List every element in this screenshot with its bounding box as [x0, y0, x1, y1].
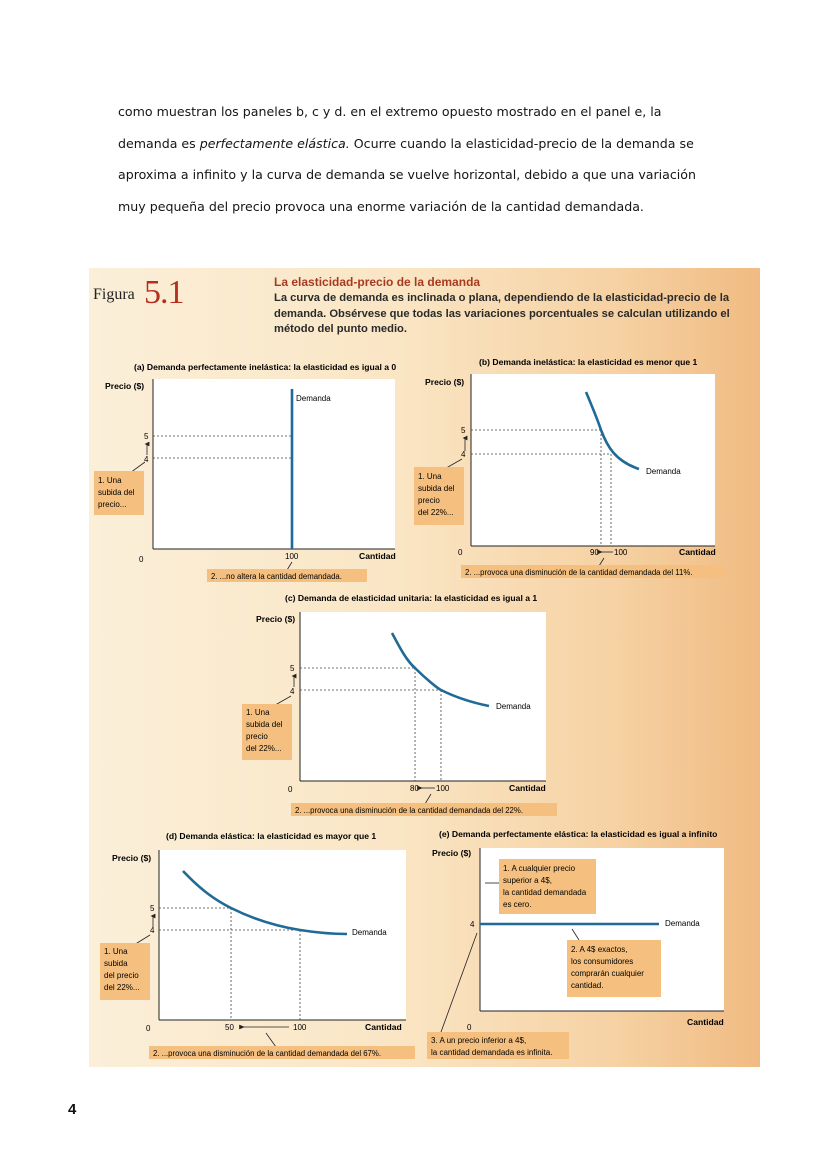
panel-b-xlabel: Cantidad — [679, 547, 716, 557]
panel-b-note1-line4: del 22%... — [418, 508, 454, 517]
paragraph-line-3: aproxima a infinito y la curva de demanda se vuelve horizontal, debido a que una variación — [118, 167, 696, 182]
panel-c-note1-line4: del 22%... — [246, 744, 282, 753]
panel-b — [414, 357, 726, 578]
panel-e-note2-line4: cantidad. — [571, 981, 604, 990]
panel-c-note1-line3: precio — [246, 732, 268, 741]
panel-d-title: (d) Demanda elástica: la elasticidad es mayor que 1 — [166, 831, 377, 841]
page-number: 4 — [68, 1101, 77, 1118]
panel-d-note2: 2. ...provoca una disminución de la cantidad demandada del 67%. — [153, 1049, 381, 1058]
panel-e — [427, 829, 724, 1059]
panel-e-note2-line1: 2. A 4$ exactos, — [571, 945, 628, 954]
body-paragraph — [118, 96, 710, 222]
paragraph-emphasis: perfectamente elástica. — [199, 135, 350, 151]
panel-d-note1-line1: 1. Una — [104, 947, 128, 956]
panel-b-note2-pointer — [599, 558, 604, 566]
panel-a-note2-pointer — [287, 562, 292, 570]
paragraph-line-4: muy pequeña del precio provoca una enorme variación de la cantidad demandada. — [118, 198, 644, 214]
panel-b-qty-90: 90 — [590, 548, 599, 557]
panel-e-note1-line1: 1. A cualquier precio — [503, 864, 576, 873]
panel-c-plot-area — [300, 612, 546, 781]
panel-c-price-5: 5 — [290, 664, 295, 673]
panel-a — [94, 362, 396, 582]
panel-c-price-4: 4 — [290, 687, 295, 696]
panel-e-note3-pointer — [441, 933, 477, 1032]
panel-a-plot-area — [153, 379, 395, 549]
panel-a-title: (a) Demanda perfectamente inelástica: la elasticidad es igual a 0 — [134, 362, 397, 372]
panel-b-origin: 0 — [458, 548, 463, 557]
panel-d-ylabel: Precio ($) — [112, 853, 152, 863]
paragraph-line-1: como muestran los paneles b, c y d. en el extremo opuesto mostrado en el panel e, la — [118, 104, 662, 119]
panel-c-curve-label: Demanda — [496, 702, 531, 711]
panel-c-note2: 2. ...provoca una disminución de la cantidad demandada del 22%. — [295, 806, 523, 815]
panel-a-price-4: 4 — [144, 455, 149, 464]
panel-b-price-4: 4 — [461, 450, 466, 459]
panel-b-title: (b) Demanda inelástica: la elasticidad es menor que 1 — [479, 357, 698, 367]
panel-a-note1-line2: subida del — [98, 488, 135, 497]
panel-b-note1-line2: subida del — [418, 484, 455, 493]
paragraph-line-2-start: demanda es — [118, 135, 196, 151]
panel-e-note1-line2: superior a 4$, — [503, 876, 552, 885]
panel-b-note1-line3: precio — [418, 496, 440, 505]
panel-d-note1-line3: del precio — [104, 971, 139, 980]
panel-b-note1-line1: 1. Una — [418, 472, 442, 481]
panel-a-curve-label: Demanda — [296, 394, 331, 403]
panel-c-ylabel: Precio ($) — [256, 614, 296, 624]
panel-d-note1-line4: del 22%... — [104, 983, 140, 992]
panel-b-note2: 2. ...provoca una disminución de la cantidad demandada del 11%. — [465, 568, 693, 577]
panel-e-price-4: 4 — [470, 920, 475, 929]
panel-c-note2-pointer — [425, 794, 431, 804]
panel-c-xlabel: Cantidad — [509, 783, 546, 793]
panel-a-qty-100: 100 — [285, 552, 299, 561]
panel-e-note1-line3: la cantidad demandada — [503, 888, 587, 897]
panel-d-xlabel: Cantidad — [365, 1022, 402, 1032]
figure-caption: La curva de demanda es inclinada o plana, dependiendo de la elasticidad-precio de la demanda. Obsérvese que todas las variaciones porcentuales se calculan utilizando el método del punto medio. — [274, 292, 730, 335]
panel-d-qty-50: 50 — [225, 1023, 234, 1032]
panel-d-note1-line2: subida — [104, 959, 128, 968]
panel-a-ylabel: Precio ($) — [105, 381, 145, 391]
panel-a-note2: 2. ...no altera la cantidad demandada. — [211, 572, 342, 581]
figure-label-word: Figura — [93, 286, 135, 303]
panel-c-qty-80: 80 — [410, 784, 419, 793]
figure-panels — [89, 268, 760, 1067]
panel-c-title: (c) Demanda de elasticidad unitaria: la elasticidad es igual a 1 — [285, 593, 538, 603]
panel-d-origin: 0 — [146, 1024, 151, 1033]
panel-a-note1-line1: 1. Una — [98, 476, 122, 485]
panel-e-ylabel: Precio ($) — [432, 848, 472, 858]
paragraph-line-2 — [118, 128, 710, 160]
panel-e-curve-label: Demanda — [665, 919, 700, 928]
panel-b-ylabel: Precio ($) — [425, 377, 465, 387]
panel-d-qty-100: 100 — [293, 1023, 307, 1032]
panel-d-price-5: 5 — [150, 904, 155, 913]
panel-c-origin: 0 — [288, 785, 293, 794]
panel-c-note1-line1: 1. Una — [246, 708, 270, 717]
panel-d-curve-label: Demanda — [352, 928, 387, 937]
figure-title: La elasticidad-precio de la demanda — [274, 275, 481, 289]
figure-5-1 — [89, 268, 760, 1067]
panel-e-origin: 0 — [467, 1023, 472, 1032]
panel-e-xlabel: Cantidad — [687, 1017, 724, 1027]
panel-c-note1-line2: subida del — [246, 720, 283, 729]
panel-e-title: (e) Demanda perfectamente elástica: la elasticidad es igual a infinito — [439, 829, 718, 839]
panel-a-price-5: 5 — [144, 432, 149, 441]
panel-e-note2-line2: los consumidores — [571, 957, 634, 966]
panel-d-price-4: 4 — [150, 926, 155, 935]
panel-d-note2-pointer — [266, 1033, 276, 1047]
panel-b-price-5: 5 — [461, 426, 466, 435]
panel-c-qty-100: 100 — [436, 784, 450, 793]
panel-e-note3-line1: 3. A un precio inferior a 4$, — [431, 1036, 527, 1045]
panel-b-plot-area — [471, 374, 715, 546]
panel-a-xlabel: Cantidad — [359, 551, 396, 561]
panel-e-note3-line2: la cantidad demandada es infinita. — [431, 1048, 553, 1057]
panel-e-note2-line3: comprarán cualquier — [571, 969, 644, 978]
panel-a-note1-line3: precio... — [98, 500, 127, 509]
panel-d — [100, 831, 415, 1059]
panel-c — [242, 593, 557, 816]
panel-b-curve-label: Demanda — [646, 467, 681, 476]
panel-e-note1-line4: es cero. — [503, 900, 532, 909]
panel-a-origin: 0 — [139, 555, 144, 564]
paragraph-line-2-end: Ocurre cuando la elasticidad-precio de la demanda se — [353, 135, 694, 151]
panel-b-qty-100: 100 — [614, 548, 628, 557]
figure-label-number: 5.1 — [144, 274, 184, 311]
